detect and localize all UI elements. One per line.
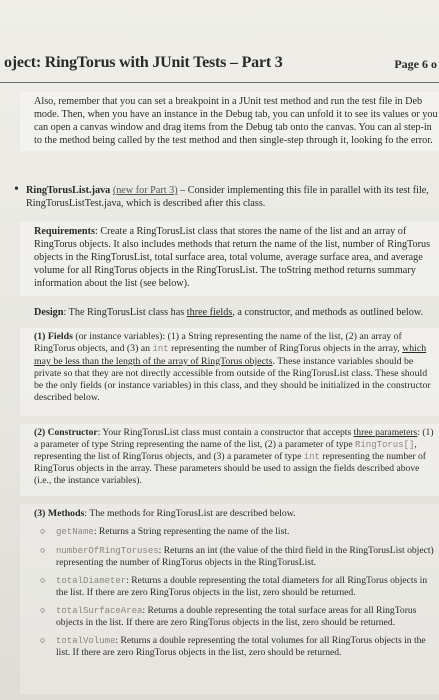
method-item bbox=[34, 526, 438, 539]
method-item bbox=[34, 575, 438, 599]
method-description: : Returns a double representing the total surface areas for all RingTorus objects in the list. If there are zero RingTorus objects in the list, zero should be returned. bbox=[56, 604, 417, 628]
page-number: Page 6 o bbox=[394, 57, 437, 71]
constructor-code-int: int bbox=[303, 452, 320, 462]
bullet-text: – Consider implementing this file in parallel with its test file, RingTorusListTest.java, which is described after this class. bbox=[26, 185, 429, 209]
circle-bullet-icon: ○ bbox=[40, 634, 46, 645]
intro-text: Also, remember that you can set a breakpoint in a JUnit test method and run the test file in Deb mode. Then, when you have an instance in the Debug tab, you can unfold it to see its values or you can open a canvas window and drag items from the Debug tab onto the canvas. You can al step-in to the method being called by the test method and then single-step through it, looking fo the error. bbox=[34, 96, 438, 146]
constructor-box bbox=[20, 424, 439, 496]
constructor-text: : Your RingTorusList class must contain a constructor that accepts bbox=[97, 427, 354, 438]
fields-underline: which may be less than the length of the array of RingTorus objects bbox=[34, 343, 427, 367]
method-description: : Returns an int (the value of the third field in the RingTorusList object) representing the number of RingTorus objects in the RingTorusList. bbox=[56, 544, 434, 568]
bullet-item bbox=[8, 184, 436, 210]
fields-code-int: int bbox=[152, 344, 169, 355]
fields-box bbox=[20, 328, 439, 416]
constructor-text-3: , representing the list of RingTorus objects, and (3) a parameter of type bbox=[34, 439, 417, 462]
file-name: RingTorusList.java bbox=[26, 185, 111, 196]
methods-box bbox=[20, 504, 439, 694]
constructor-underline: three parameters bbox=[353, 427, 418, 438]
method-item bbox=[34, 605, 438, 629]
requirements-label: Requirements bbox=[34, 226, 95, 237]
method-name: totalDiameter bbox=[56, 575, 127, 586]
design-text-post: , a constructor, and methods as outlined below. bbox=[232, 307, 424, 318]
circle-bullet-icon: ○ bbox=[40, 574, 46, 585]
bullet-icon: • bbox=[14, 182, 19, 197]
design-text: : The RingTorusList class has bbox=[63, 307, 187, 318]
circle-bullet-icon: ○ bbox=[40, 526, 46, 536]
method-name: getName bbox=[56, 527, 94, 537]
constructor-code-array: RingTorus[] bbox=[355, 440, 415, 450]
method-description: : Returns a double representing the total diameters for all RingTorus objects in the list. If there are zero RingTorus objects in the list, zero should be returned. bbox=[56, 574, 428, 598]
constructor-text-4: representing the number of RingTorus objects in the array. These parameters should be used to assign the fields described above (i.e., the instance variables). bbox=[34, 451, 426, 486]
method-name: totalSurfaceArea bbox=[56, 605, 143, 616]
header-divider bbox=[0, 82, 439, 83]
constructor-label: (2) Constructor bbox=[34, 427, 98, 438]
intro-paragraph bbox=[20, 92, 439, 151]
design-line bbox=[20, 306, 438, 319]
circle-bullet-icon: ○ bbox=[40, 604, 46, 615]
method-item bbox=[34, 635, 438, 659]
design-underline: three fields bbox=[186, 307, 233, 318]
method-name: numberOfRingToruses bbox=[56, 545, 159, 556]
fields-label: (1) Fields bbox=[34, 331, 73, 342]
constructor-text-2: : (1) a parameter of type String representing the name of the list, (2) a parameter of type bbox=[34, 427, 434, 450]
fields-text-3: . These instance variables should be private so that they are not directly accessible from outside of the RingTorusList class. These should be the only fields (or instance variables) in this class, and they should be initialized in the constructor described below. bbox=[34, 355, 431, 404]
method-description: : Returns a String representing the name of the list. bbox=[93, 526, 290, 537]
methods-intro: : The methods for RingTorusList are described below. bbox=[84, 508, 296, 519]
requirements-text: : Create a RingTorusList class that stores the name of the list and an array of RingTorus objects. It also includes methods that return the name of the list, number of RingTorus objects in the RingTorusList, total surface area, total volume, average surface area, and average volume for all RingTorus objects in the RingTorusList. The toString method returns summary information about the list (see below). bbox=[34, 226, 431, 289]
method-item bbox=[34, 545, 438, 569]
methods-heading bbox=[34, 507, 438, 520]
method-description: : Returns a double representing the total volumes for all RingTorus objects in the list. If there are zero RingTorus objects in the list, zero should be returned. bbox=[56, 634, 426, 658]
page-title: oject: RingTorus with JUnit Tests – Part 3 bbox=[4, 54, 283, 71]
page-header bbox=[0, 48, 439, 78]
circle-bullet-icon: ○ bbox=[40, 544, 46, 555]
new-link[interactable]: (new for Part 3) bbox=[112, 185, 178, 196]
fields-text-2: representing the number of RingTorus objects in the array, bbox=[168, 343, 403, 355]
requirements-box bbox=[20, 222, 439, 296]
methods-label: (3) Methods bbox=[34, 508, 85, 519]
fields-text: (or instance variables): (1) a String representing the name of the list, (2) an array of RingTorus objects, and (3) an bbox=[34, 331, 402, 355]
method-name: totalVolume bbox=[56, 635, 116, 646]
design-label: Design bbox=[34, 307, 64, 318]
